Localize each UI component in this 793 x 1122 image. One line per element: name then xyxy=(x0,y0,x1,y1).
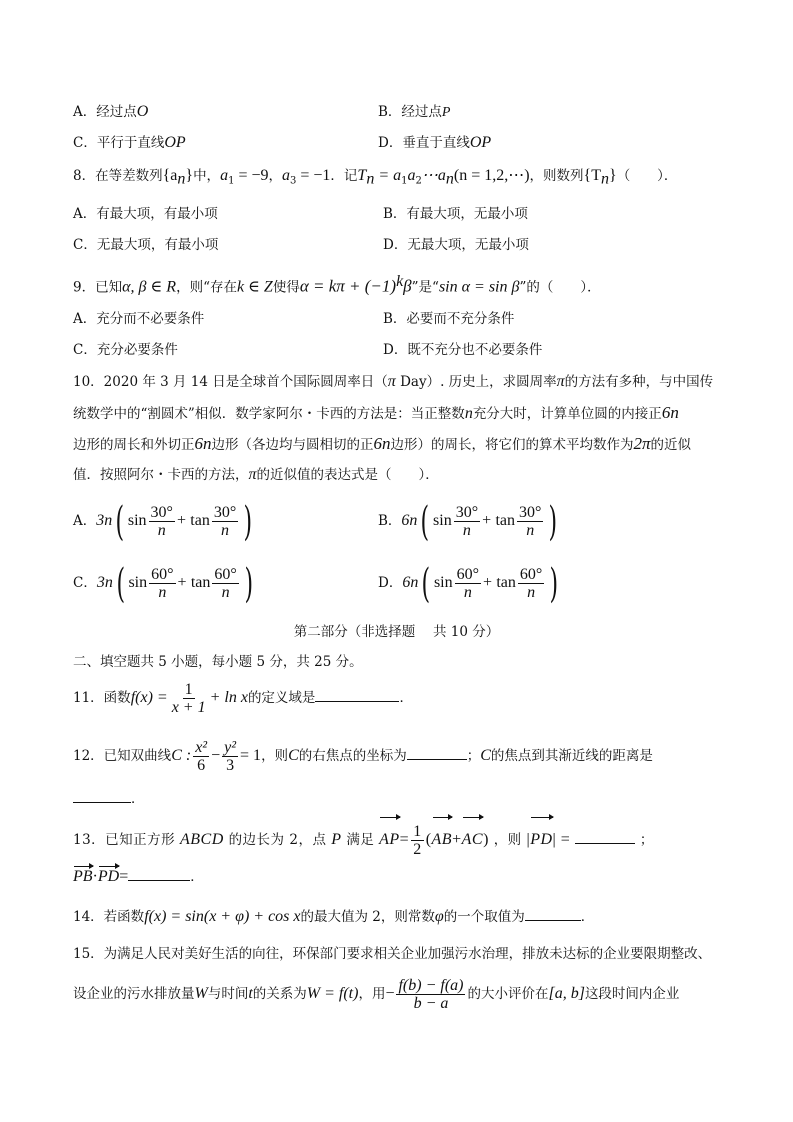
frac-den: n xyxy=(462,522,471,539)
q8-prefix: 8．在等差数列 xyxy=(73,168,163,184)
q12-mid2: 的右焦点的坐标为 xyxy=(298,748,407,764)
sin-label: sin xyxy=(433,512,452,529)
q11-suffix: 的定义域是 xyxy=(247,690,316,706)
q8-tn-sub2: 2 xyxy=(415,175,422,187)
q10-line4-b: 的近似值的表达式是（ ）． xyxy=(256,467,439,483)
q8-a3-sub: 3 xyxy=(289,175,297,187)
q8-a1-val: = −9 xyxy=(234,167,269,184)
q9-mid3: ”是“ xyxy=(411,279,439,296)
q13-pd2-vector: PD xyxy=(97,868,120,885)
q10-two-pi: 2π xyxy=(633,434,651,453)
frac-num: 30° xyxy=(213,504,237,521)
q12-c2: C xyxy=(288,747,299,764)
right-paren-icon: ) xyxy=(244,560,253,607)
plus-sign: + xyxy=(177,574,187,591)
q9-stem xyxy=(73,272,601,298)
tan-label: tan xyxy=(190,512,210,529)
q9-prefix: 9．已知 xyxy=(73,279,123,296)
q10-option-a-frac2 xyxy=(212,504,238,539)
right-paren-icon: ) xyxy=(548,498,558,545)
q7-option-d-label: D．垂直于直线 xyxy=(378,135,470,151)
frac-num: 60° xyxy=(214,566,237,583)
q8-tn: T xyxy=(357,167,367,184)
q10-line2-a: 统数学中的“割圆术”相似．数学家阿尔・卡西的方法是：当正整数 xyxy=(73,406,465,422)
q15-line2-d: ，用 xyxy=(358,986,386,1002)
q11-answer-blank[interactable] xyxy=(315,687,399,702)
plus-sign: + xyxy=(176,512,186,529)
frac-den: n xyxy=(157,522,166,539)
q13-mid1: 的边长为 2，点 xyxy=(228,832,327,848)
q13-abs-close: | = xyxy=(552,831,571,848)
frac-num: 1 xyxy=(413,823,422,840)
q13-ac-vector: AC xyxy=(462,818,483,862)
q10-line2-b: 充分大时，计算单位圆的内接正 xyxy=(472,406,662,422)
q9-option-a: A．充分而不必要条件 xyxy=(73,311,205,327)
q13-abs-open: | xyxy=(526,831,531,848)
frac-num: 30° xyxy=(150,504,173,521)
q9-expr-sup: k xyxy=(396,273,404,290)
q10-line3-d: 的近似 xyxy=(650,437,692,453)
q10-line3-c: 边形）的周长，将它们的算术平均数作为 xyxy=(390,437,634,453)
frac-den: n xyxy=(463,584,472,601)
left-paren-icon: ( xyxy=(115,498,125,545)
q10-pi-3: π xyxy=(248,466,257,483)
q13-prefix: 13．已知正方形 xyxy=(73,832,176,848)
q10-n: n xyxy=(464,405,473,422)
q9-option-c: C．充分必要条件 xyxy=(73,342,178,358)
q10-line1-c: 的方法有多种，与中国传 xyxy=(564,374,714,390)
sin-label: sin xyxy=(128,574,148,591)
frac-den: 2 xyxy=(413,841,422,858)
q10-option-d-frac2 xyxy=(518,566,544,601)
q9-mid1: ，则“存在 xyxy=(176,279,237,296)
left-paren-icon: ( xyxy=(420,498,430,545)
q10-option-a xyxy=(73,499,256,543)
q10-line2 xyxy=(73,403,679,424)
q10-option-a-frac1 xyxy=(149,504,175,539)
q15-line2-b: 与时间 xyxy=(207,986,249,1002)
q13-paren-open: ( xyxy=(425,831,432,848)
q12-mid3: ； xyxy=(466,748,481,764)
q14-stem xyxy=(73,906,594,927)
q13-half xyxy=(411,823,424,858)
q10-option-a-coef: 3n xyxy=(96,512,113,529)
q9-expr-end: β xyxy=(403,276,412,296)
q10-option-b xyxy=(378,499,561,543)
q8-comma: ， xyxy=(268,168,282,184)
q13-answer-blank-1[interactable] xyxy=(575,829,635,844)
frac-num: 60° xyxy=(456,566,480,583)
q8-a3: a xyxy=(281,167,290,184)
q8-seq-a-close: } xyxy=(185,167,194,184)
frac-den: n xyxy=(526,522,535,539)
q10-option-c-label: C． xyxy=(73,575,97,591)
q15-interval: [a, b] xyxy=(548,985,585,1002)
q7-option-a xyxy=(73,102,148,122)
frac-num: x² xyxy=(195,739,208,756)
q10-option-a-label: A． xyxy=(73,513,97,529)
q10-pi-1: π xyxy=(387,373,396,390)
q9-option-d: D．既不充分也不必要条件 xyxy=(383,342,543,358)
frac-num: 30° xyxy=(518,504,542,521)
q13-eq: = xyxy=(399,831,410,848)
frac-num: y² xyxy=(224,739,237,756)
q12-minus: − xyxy=(211,747,221,764)
frac-den: n xyxy=(221,522,230,539)
q9-end: ”的（ ）． xyxy=(519,279,601,296)
q7-option-d-math: OP xyxy=(469,134,492,151)
q11-tail: + ln x xyxy=(209,689,248,706)
q12-answer-blank-2[interactable] xyxy=(73,788,131,803)
q8-option-a: A．有最大项，有最小项 xyxy=(73,206,218,222)
q8-option-d: D．无最大项，无最小项 xyxy=(383,237,529,253)
q8-a1-sub: 1 xyxy=(228,175,235,187)
q8-tn-dots: ⋯a xyxy=(421,167,446,184)
q12-eq: = 1 xyxy=(240,747,262,764)
frac-num: 60° xyxy=(151,566,174,583)
q11-fx: f(x) = xyxy=(130,689,168,706)
q14-mid1: 的最大值为 2，则常数 xyxy=(300,909,435,925)
q10-option-b-coef: 6n xyxy=(401,512,418,529)
q12-stem xyxy=(73,734,653,778)
q10-line4-a: 值．按照阿尔・卡西的方法， xyxy=(73,467,249,483)
q11-prefix: 11．函数 xyxy=(73,690,131,706)
q13-end: ． xyxy=(190,869,204,885)
q10-line1-b: Day）. 历史上，求圆周率 xyxy=(395,374,557,390)
q12-answer-blank-1[interactable] xyxy=(407,745,467,760)
q9-kz: k ∈ Z xyxy=(236,278,273,296)
q7-option-c-math: OP xyxy=(164,134,186,151)
q14-end: ． xyxy=(580,909,595,925)
q9-expr: α = kπ + (−1) xyxy=(299,276,397,296)
frac-den: n xyxy=(221,584,230,601)
q8-mid3: ，则数列 xyxy=(529,168,584,184)
q8-tn-sub: n xyxy=(366,170,375,188)
tan-label: tan xyxy=(495,512,515,529)
frac-num: 1 xyxy=(184,681,193,698)
plus-sign: + xyxy=(483,574,493,591)
q10-option-d-coef: 6n xyxy=(402,574,419,591)
q15-w: W xyxy=(194,985,208,1002)
q12-frac1 xyxy=(193,739,209,774)
q12-c: C : xyxy=(171,747,192,764)
q7-option-a-label: A．经过点 xyxy=(73,104,137,120)
frac-den: n xyxy=(158,584,167,601)
q8-tn-subn: n xyxy=(445,170,454,188)
q10-option-d-label: D． xyxy=(378,575,403,591)
frac-den: n xyxy=(527,584,536,601)
q8-a1: a xyxy=(220,167,229,184)
q10-line1-a: 10．2020 年 3 月 14 日是全球首个国际圆周率日（ xyxy=(73,374,388,390)
q7-option-b-label: B．经过点 xyxy=(378,104,442,120)
q10-line3-a: 边形的周长和外切正 xyxy=(73,437,195,453)
q13-ab-vector: AB xyxy=(432,818,453,862)
right-paren-icon: ) xyxy=(243,498,253,545)
q13-plus: + xyxy=(452,831,462,848)
q13-paren-close: ) xyxy=(483,831,489,848)
q9-sin-eq: sin α = sin β xyxy=(438,278,520,296)
q8-seq-t-sub: n xyxy=(601,170,609,188)
q13-eq2: = xyxy=(119,868,129,885)
q10-pi-2: π xyxy=(556,373,565,390)
q14-phi: φ xyxy=(434,908,444,925)
q13-answer-blank-2[interactable] xyxy=(128,866,190,881)
q9-mid2: 使得 xyxy=(272,279,300,296)
frac-den: x + 1 xyxy=(171,699,206,716)
q10-line3-b: 边形（各边均与圆相切的正 xyxy=(211,437,374,453)
q8-seq-t: {T xyxy=(583,167,601,184)
q8-seq-a-sub: n xyxy=(177,170,186,188)
q12-c3: C xyxy=(480,747,491,764)
q9-option-b: B．必要而不充分条件 xyxy=(383,311,515,327)
q11-frac xyxy=(170,681,208,716)
q15-line2-a: 设企业的污水排放量 xyxy=(73,986,195,1002)
q10-six-n-1: 6n xyxy=(661,403,679,422)
q13-p: P xyxy=(331,831,342,848)
right-paren-icon: ) xyxy=(549,560,559,607)
q7-option-c xyxy=(73,133,186,153)
q8-mid2: ．记 xyxy=(330,168,358,184)
q8-option-c: C．无最大项，有最小项 xyxy=(73,237,219,253)
q10-option-c-coef: 3n xyxy=(96,574,113,591)
q14-prefix: 14．若函数 xyxy=(73,909,145,925)
q12-mid4: 的焦点到其渐近线的距离是 xyxy=(490,748,653,764)
q8-end: （ ）． xyxy=(616,168,678,184)
frac-den: 6 xyxy=(197,757,206,774)
q8-a3-val: = −1 xyxy=(296,167,331,184)
q14-fx: f(x) = sin(x + φ) + cos x xyxy=(144,908,301,925)
q12-mid1: ，则 xyxy=(261,748,289,764)
q15-minus: − xyxy=(385,985,395,1002)
q8-option-b: B．有最大项，无最小项 xyxy=(383,206,528,222)
q14-mid2: 的一个取值为 xyxy=(443,909,525,925)
q12-line2 xyxy=(73,788,145,809)
q8-seq-a: {a xyxy=(162,167,178,184)
q13-ap-vector: AP xyxy=(379,818,400,862)
q8-tn-sub1: 1 xyxy=(401,175,408,187)
q7-option-b-math: P xyxy=(441,105,451,120)
q13-pb-vector: PB xyxy=(73,868,93,885)
frac-den: 3 xyxy=(226,757,235,774)
q13-pd-vector: PD xyxy=(530,818,552,862)
q12-frac2 xyxy=(222,739,238,774)
frac-num: f(b) − f(a) xyxy=(398,977,464,994)
q10-option-d-frac1 xyxy=(455,566,481,601)
tan-label: tan xyxy=(190,574,211,591)
q10-line4 xyxy=(73,465,439,485)
sin-label: sin xyxy=(433,574,453,591)
q15-line2 xyxy=(73,972,679,1016)
q13-dot: · xyxy=(92,868,98,885)
sin-label: sin xyxy=(127,512,147,529)
q10-line1 xyxy=(73,372,713,392)
q10-option-d xyxy=(378,561,562,605)
q13-mid3: ，则 xyxy=(493,832,522,848)
q10-six-n-3: 6n xyxy=(373,434,391,453)
q10-six-n-2: 6n xyxy=(194,434,212,453)
q13-semi: ； xyxy=(639,832,654,848)
q13-abcd: ABCD xyxy=(179,831,224,848)
q11-stem xyxy=(73,678,413,718)
q8-tn-eq: = a xyxy=(374,167,402,184)
q8-stem xyxy=(73,166,677,192)
q7-option-a-math: O xyxy=(136,103,149,120)
q15-line1: 15．为满足人民对美好生活的向往，环保部门要求相关企业加强污水治理，排放未达标的企业要限期整改、 xyxy=(73,946,712,962)
tan-label: tan xyxy=(496,574,516,591)
q8-seq-t-close: } xyxy=(609,167,617,184)
q7-option-b xyxy=(378,102,450,123)
q14-answer-blank[interactable] xyxy=(525,906,581,921)
q15-line2-c: 的关系为 xyxy=(252,986,307,1002)
q10-line3 xyxy=(73,434,691,455)
q10-option-b-label: B． xyxy=(378,513,402,529)
frac-num: 30° xyxy=(455,504,479,521)
q15-line2-f: 这段时间内企业 xyxy=(584,986,680,1002)
q8-tn-a2: a xyxy=(407,167,416,184)
q12-end: ． xyxy=(131,791,145,807)
q12-prefix: 12．已知双曲线 xyxy=(73,748,172,764)
left-paren-icon: ( xyxy=(421,560,431,607)
q15-line2-e: 的大小评价在 xyxy=(467,986,549,1002)
q10-option-c-frac1 xyxy=(149,566,175,601)
part2-title: 第二部分（非选择题 共 10 分） xyxy=(293,624,500,640)
q8-mid1: 中， xyxy=(193,168,221,184)
left-paren-icon: ( xyxy=(116,560,125,607)
section2-intro: 二、填空题共 5 小题，每小题 5 分，共 25 分。 xyxy=(73,654,363,670)
q15-wft: W = f(t) xyxy=(306,985,359,1002)
q15-t: t xyxy=(248,985,253,1002)
q10-option-b-frac2 xyxy=(517,504,543,539)
plus-sign: + xyxy=(482,512,492,529)
q13-mid2: 满足 xyxy=(346,832,375,848)
q13-line2 xyxy=(73,866,204,887)
q11-end: ． xyxy=(399,690,413,706)
q9-vars: α, β ∈ R xyxy=(122,278,177,296)
q15-frac xyxy=(396,977,465,1012)
q13-stem xyxy=(73,818,654,862)
frac-num: 60° xyxy=(519,566,543,583)
q10-option-c xyxy=(73,561,256,605)
q10-option-b-frac1 xyxy=(454,504,480,539)
q10-option-c-frac2 xyxy=(212,566,238,601)
q7-option-d xyxy=(378,133,491,153)
frac-den: b − a xyxy=(413,995,449,1012)
q8-tn-cond: (n = 1,2,⋯) xyxy=(453,167,530,184)
q7-option-c-label: C．平行于直线 xyxy=(73,135,165,151)
